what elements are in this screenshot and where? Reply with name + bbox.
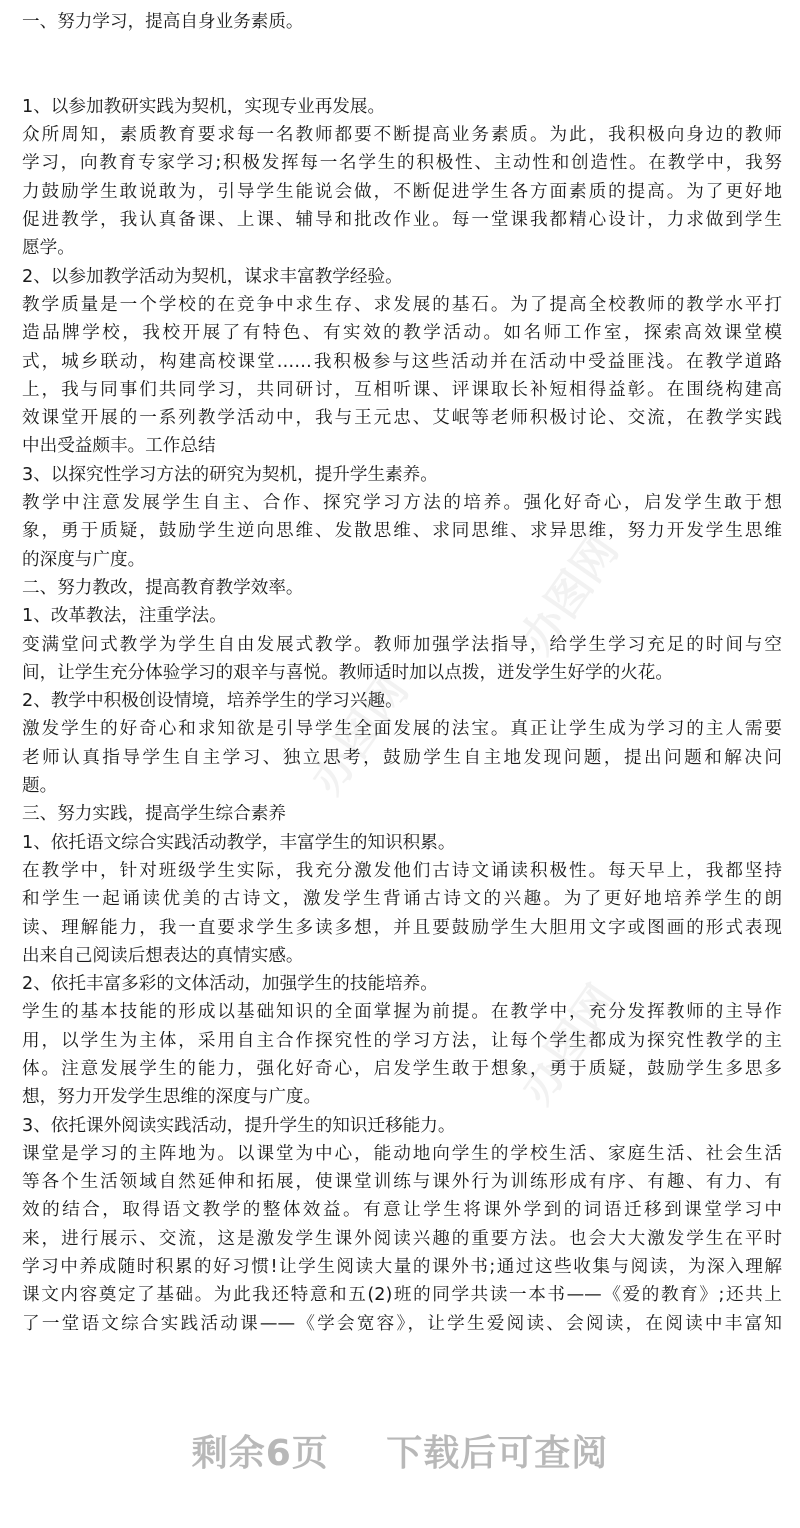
paragraph-line: 效课堂开展的一系列教学活动中，我与王元忠、艾岷等老师积极讨论、交流，在教学实践 — [22, 408, 782, 429]
subsection-heading: 1、改革教法，注重学法。 — [22, 606, 227, 627]
download-to-view-link[interactable]: 下载后可查阅 — [386, 1433, 609, 1474]
watermark: 办图网 — [510, 525, 629, 664]
paragraph-line: 用，以学生为主体，采用自主合作探究性的学习方法，让每个学生都成为探究性教学的主 — [22, 1030, 782, 1051]
subsection-heading: 2、依托丰富多彩的文体活动，加强学生的技能培养。 — [22, 974, 438, 995]
section-heading: 三、努力实践，提高学生综合素养 — [22, 804, 286, 825]
paragraph-line: 愿学。 — [22, 238, 75, 259]
paragraph-line: 变满堂问式教学为学生自由发展式教学。教师加强学法指导，给学生学习充足的时间与空 — [22, 634, 782, 655]
watermark: 办图网 — [300, 665, 419, 804]
paragraph-line: 等各个生活领域自然延伸和拓展，使课堂训练与课外行为训练形成有序、有趣、有力、有 — [22, 1172, 782, 1193]
paragraph-line: 想，努力开发学生思维的深度与广度。 — [22, 1087, 322, 1108]
subsection-heading: 2、教学中积极创设情境，培养学生的学习兴趣。 — [22, 691, 403, 712]
paragraph-line: 教学质量是一个学校的在竞争中求生存、求发展的基石。为了提高全校教师的教学水平打 — [22, 294, 782, 315]
paragraph-line: 效的结合，取得语文教学的整体效益。有意让学生将课外学到的词语迁移到课堂学习中 — [22, 1200, 782, 1221]
subsection-heading: 3、以探究性学习方法的研究为契机，提升学生素养。 — [22, 464, 438, 485]
paragraph-line: 教学中注意发展学生自主、合作、探究学习方法的培养。强化好奇心，启发学生敢于想 — [22, 493, 782, 514]
document-body — [22, 8, 782, 1338]
paragraph-line: 了一堂语文综合实践活动课——《学会宽容》，让学生爱阅读、会阅读，在阅读中丰富知 — [22, 1313, 782, 1334]
paragraph-line: 众所周知，素质教育要求每一名教师都要不断提高业务素质。为此，我积极向身边的教师 — [22, 125, 782, 146]
subsection-heading: 1、以参加教研实践为契机，实现专业再发展。 — [22, 96, 386, 117]
paragraph-line: 老师认真指导学生自主学习、独立思考，鼓励学生自主地发现问题，提出问题和解决问 — [22, 747, 782, 768]
paragraph-line: 读、理解能力，我一直要求学生多读多想，并且要鼓励学生大胆用文字或图画的形式表现 — [22, 917, 782, 938]
paragraph-line: 激发学生的好奇心和求知欲是引导学生全面发展的法宝。真正让学生成为学习的主人需要 — [22, 719, 782, 740]
paragraph-line: 学习中养成随时积累的好习惯!让学生阅读大量的课外书;通过这些收集与阅读，为深入理解 — [22, 1257, 782, 1278]
section-heading: 一、努力学习，提高自身业务素质。 — [22, 12, 304, 32]
remaining-pages-label: 剩余6页 — [191, 1433, 329, 1474]
paragraph-line: 来，进行展示、交流，这是激发学生课外阅读兴趣的重要方法。也会大大激发学生在平时 — [22, 1228, 782, 1249]
blank-line — [22, 36, 782, 64]
paragraph-line: 课文内容奠定了基础。为此我还特意和五(2)班的同学共读一本书——《爱的教育》;还共上 — [22, 1285, 782, 1306]
paragraph-line: 间，让学生充分体验学习的艰辛与喜悦。教师适时加以点拨，迸发学生好学的火花。 — [22, 662, 673, 683]
section-heading: 二、努力教改，提高教育教学效率。 — [22, 577, 304, 598]
paragraph-line: 式，城乡联动，构建高校课堂……我积极参与这些活动并在活动中受益匪浅。在教学道路 — [22, 351, 782, 372]
paragraph-line: 课堂是学习的主阵地为。以课堂为中心，能动地向学生的学校生活、家庭生活、社会生活 — [22, 1143, 782, 1164]
paragraph-line: 和学生一起诵读优美的古诗文，激发学生背诵古诗文的兴趣。为了更好地培养学生的朗 — [22, 889, 782, 910]
blank-line — [22, 65, 782, 93]
paragraph-line: 的深度与广度。 — [22, 549, 146, 570]
paragraph-line: 体。注意发展学生的能力，强化好奇心，启发学生敢于想象，勇于质疑，鼓励学生多思多 — [22, 1058, 782, 1079]
paragraph-line: 中出受益颇丰。工作总结 — [22, 436, 216, 457]
paragraph-line: 出来自己阅读后想表达的真情实感。 — [22, 945, 304, 966]
paragraph-line: 造品牌学校，我校开展了有特色、有实效的教学活动。如名师工作室，探索高效课堂模 — [22, 323, 782, 344]
download-banner[interactable] — [0, 1425, 800, 1476]
paragraph-line: 上，我与同事们共同学习，共同研讨，互相听课、评课取长补短相得益彰。在围绕构建高 — [22, 379, 782, 400]
paragraph-line: 象，勇于质疑，鼓励学生逆向思维、发散思维、求同思维、求异思维，努力开发学生思维 — [22, 521, 782, 542]
subsection-heading: 1、依托语文综合实践活动教学，丰富学生的知识积累。 — [22, 832, 456, 853]
paragraph-line: 题。 — [22, 776, 58, 797]
paragraph-line: 促进教学，我认真备课、上课、辅导和批改作业。每一堂课我都精心设计，力求做到学生 — [22, 210, 782, 231]
subsection-heading: 2、以参加教学活动为契机，谋求丰富教学经验。 — [22, 266, 403, 287]
paragraph-line: 在教学中，针对班级学生实际，我充分激发他们古诗文诵读积极性。每天早上，我都坚持 — [22, 860, 782, 881]
watermark: 办图网 — [510, 975, 629, 1114]
paragraph-line: 学生的基本技能的形成以基础知识的全面掌握为前提。在教学中，充分发挥教师的主导作 — [22, 1002, 782, 1023]
paragraph-line: 力鼓励学生敢说敢为，引导学生能说会做，不断促进学生各方面素质的提高。为了更好地 — [22, 181, 782, 202]
paragraph-line: 学习，向教育专家学习;积极发挥每一名学生的积极性、主动性和创造性。在教学中，我努 — [22, 153, 782, 174]
subsection-heading: 3、依托课外阅读实践活动，提升学生的知识迁移能力。 — [22, 1115, 456, 1136]
